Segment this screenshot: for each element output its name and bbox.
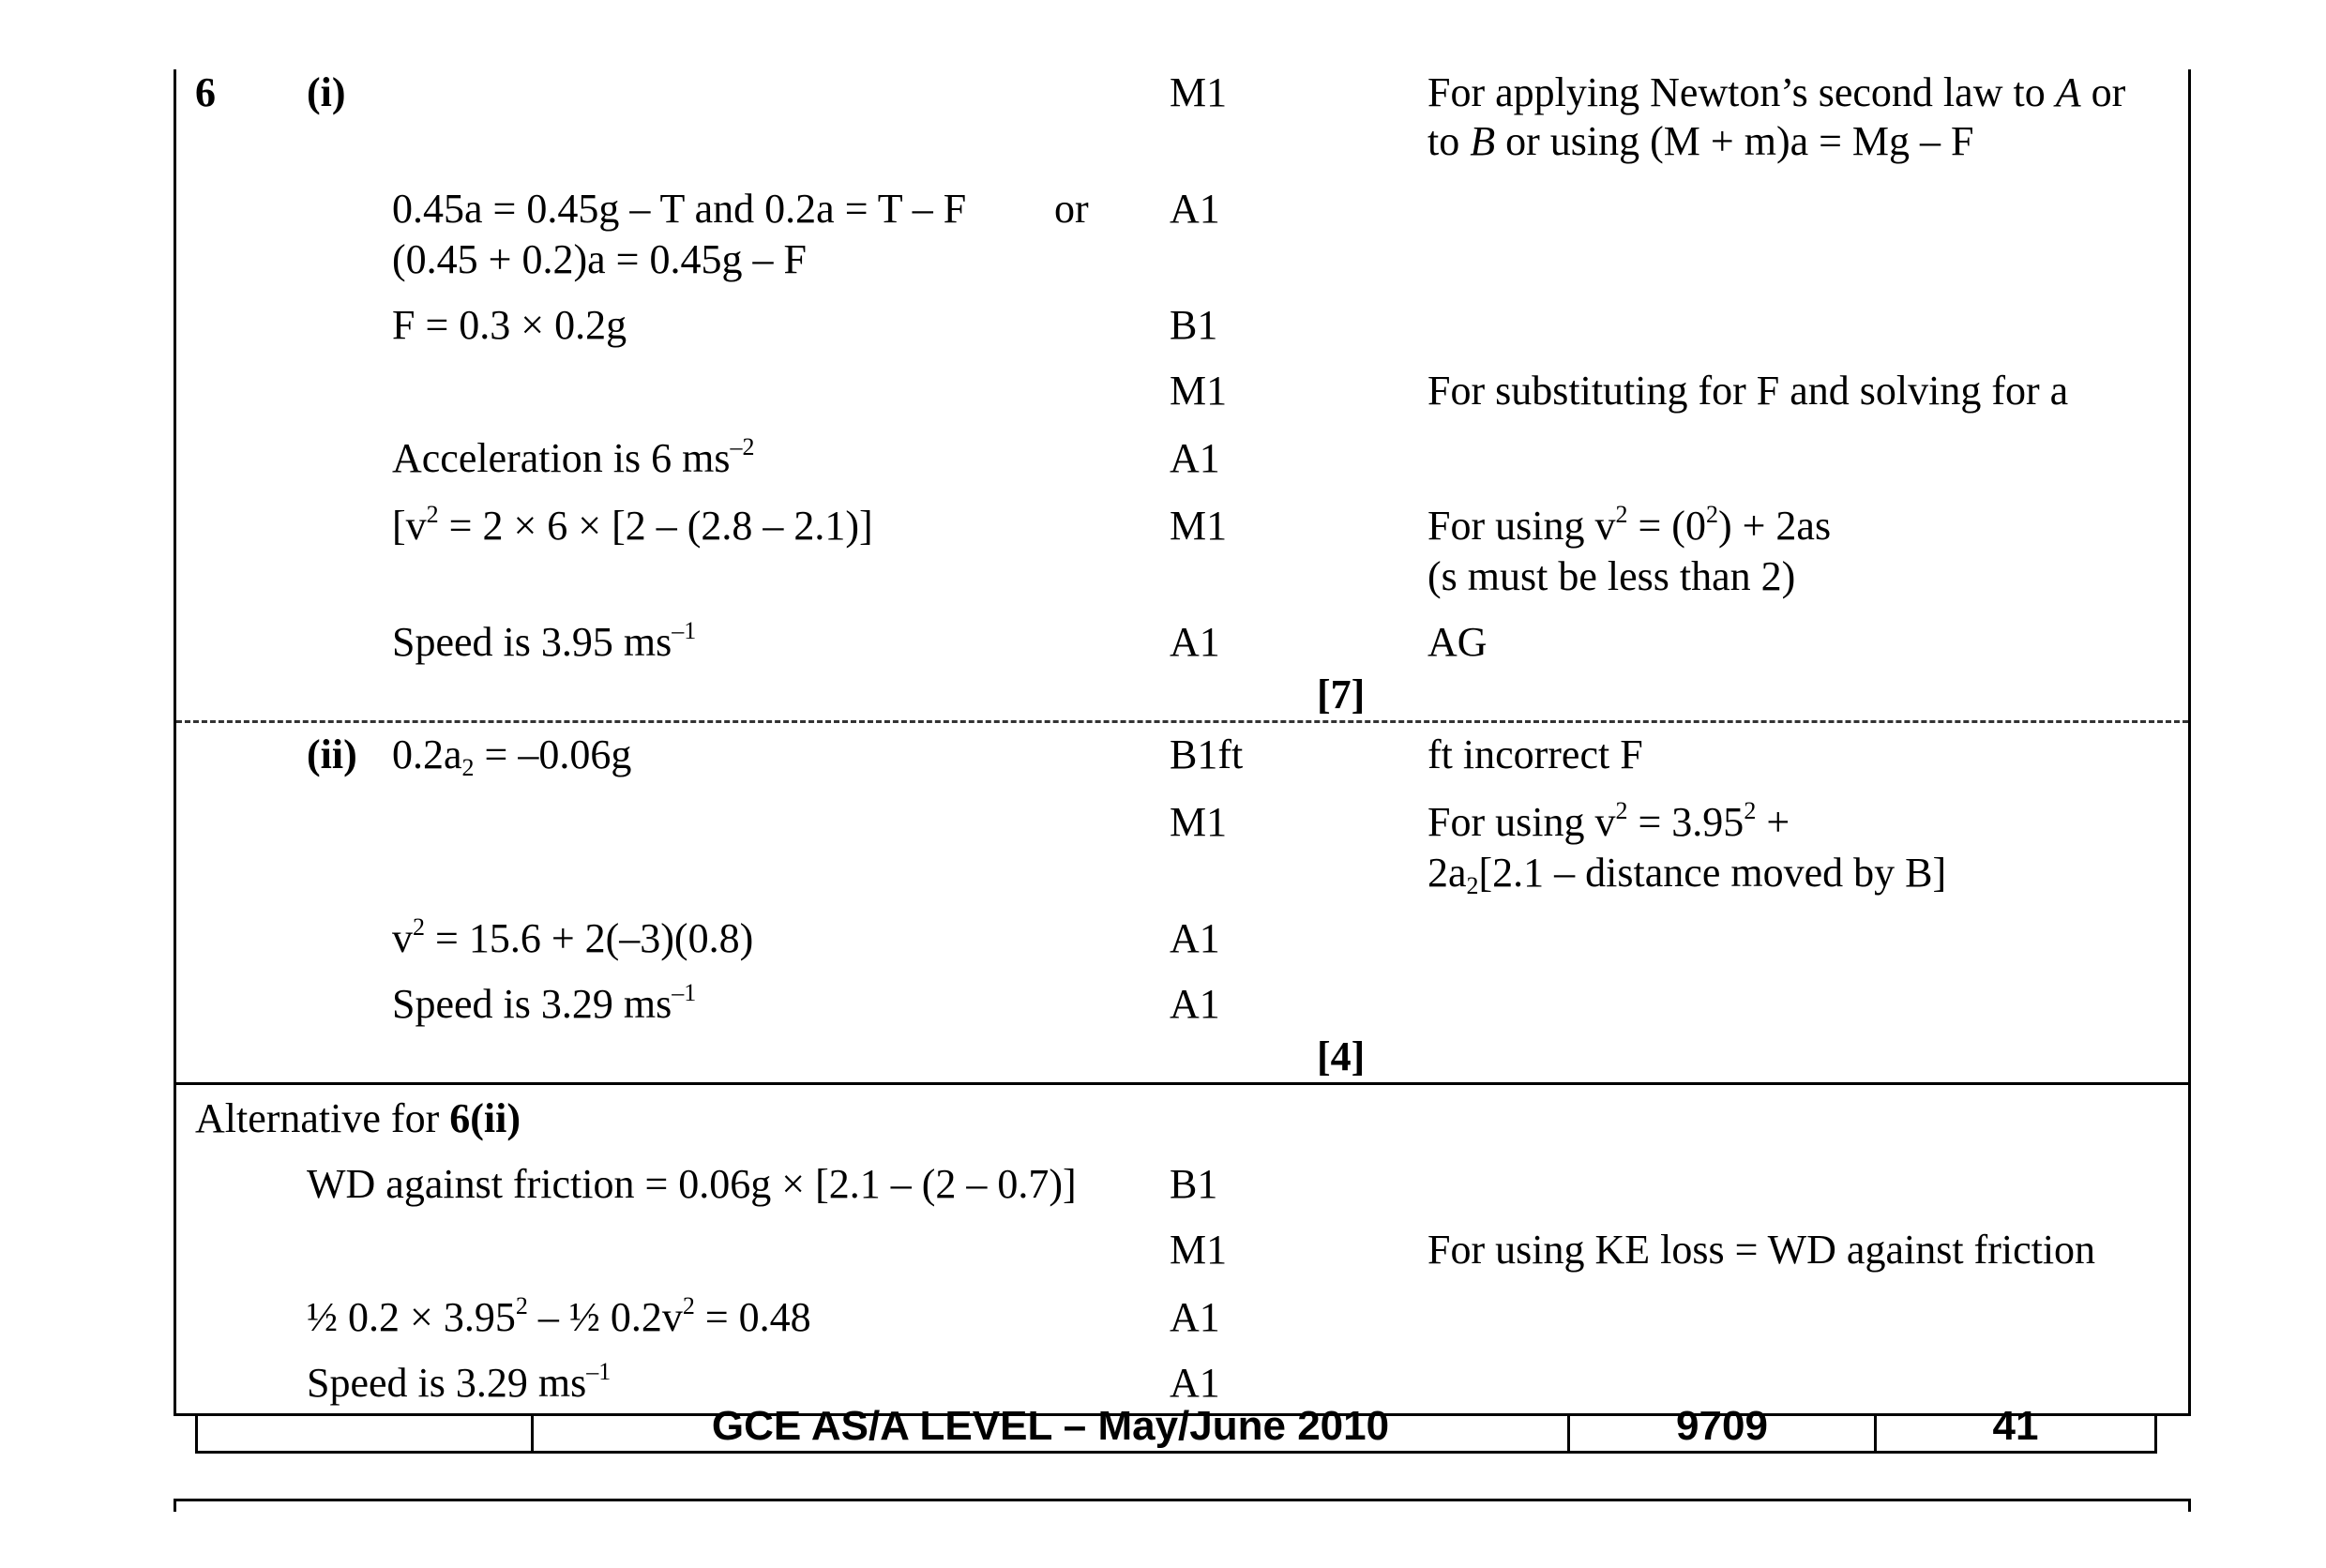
mark-r1: M1 <box>1170 69 1228 115</box>
guidance-r8: ft incorrect F <box>1427 731 1643 777</box>
working-r7: Speed is 3.95 $ms^{-1}$ <box>392 617 697 665</box>
mark-r7: A1 <box>1170 619 1220 665</box>
footer-cell-blank <box>195 1414 534 1454</box>
mark-r4: M1 <box>1170 368 1228 414</box>
next-page-right-tick <box>2188 1499 2191 1512</box>
working-r2-or: or <box>1054 186 1089 232</box>
mark-r5: A1 <box>1170 435 1220 481</box>
working-r8: $0.2a_2 = -0.06g$ <box>392 731 632 781</box>
table-right-border <box>2188 69 2191 1416</box>
guidance-r6-line1: For using $v^2 = (0^2) + 2as$ <box>1427 501 1832 549</box>
guidance-r7: AG <box>1427 619 1488 665</box>
guidance-r4: For substituting for F and solving for a <box>1427 368 2069 414</box>
working-r6: [$v^2 = 2 \times 6 \times [2 - (2.8 - 2.1)]$ <box>392 501 873 549</box>
part-label-ii: (ii) <box>307 731 357 777</box>
mark-r8: B1ft <box>1170 731 1244 777</box>
guidance-r1-line1: For applying Newton’s second law to A or <box>1427 69 2126 115</box>
guidance-r6-line2: (s must be less than 2) <box>1427 553 1796 599</box>
mark-r2: A1 <box>1170 186 1220 232</box>
working-r2-line1: 0.45a = 0.45g – T and 0.2a = T – F <box>392 186 967 232</box>
mark-r3: B1 <box>1170 302 1218 348</box>
alt-working-4: Speed is 3.29 $ms^{-1}$ <box>307 1358 612 1406</box>
alt-guidance-2: For using KE loss = WD against friction <box>1427 1227 2096 1273</box>
row-divider <box>174 1082 2191 1085</box>
next-page-left-tick <box>174 1499 176 1512</box>
alt-mark-3: A1 <box>1170 1294 1220 1340</box>
alternative-heading: Alternative for 6(ii) <box>195 1095 521 1141</box>
alt-working-1: WD against friction = 0.06g × [2.1 – (2 – 0.7)] <box>307 1161 1077 1207</box>
guidance-r9-line2: $2a_2[2.1$ – distance moved by B] <box>1427 850 1947 899</box>
question-number: 6 <box>195 69 216 115</box>
alt-mark-2: M1 <box>1170 1227 1228 1273</box>
guidance-r9-line1: For using $v^2 = 3.95^2$ + <box>1427 797 1790 845</box>
table-left-border <box>174 69 176 1416</box>
part-total-ii: [4] <box>1317 1033 1366 1079</box>
working-r10: $v^2 = 15.6 + 2(-3)(0.8)$ <box>392 913 754 961</box>
alt-mark-1: B1 <box>1170 1161 1218 1207</box>
alt-working-3: ½ $0.2 \times 3.95^2$ – ½ $0.2v^2 = 0.48$ <box>307 1292 811 1340</box>
footer-paper-number: 41 <box>1992 1403 2039 1449</box>
next-page-border <box>174 1499 2191 1501</box>
alt-mark-4: A1 <box>1170 1360 1220 1406</box>
guidance-r1-line2: to B or using (M + m)a = Mg – F <box>1427 118 1974 164</box>
part-total-i: [7] <box>1317 671 1366 717</box>
footer-syllabus-code: 9709 <box>1676 1403 1768 1449</box>
footer-exam-title: GCE AS/A LEVEL – May/June 2010 <box>711 1403 1390 1449</box>
mark-r6: M1 <box>1170 503 1228 549</box>
part-label-i: (i) <box>307 69 346 115</box>
part-divider <box>176 720 2188 723</box>
mark-r9: M1 <box>1170 799 1228 845</box>
mark-r11: A1 <box>1170 981 1220 1027</box>
working-r3: F = 0.3 × 0.2g <box>392 302 627 348</box>
mark-r10: A1 <box>1170 915 1220 961</box>
working-r5: Acceleration is 6 $ms^{-2}$ <box>392 433 755 481</box>
working-r2-line2: (0.45 + 0.2)a = 0.45g – F <box>392 236 807 282</box>
working-r11: Speed is 3.29 $ms^{-1}$ <box>392 979 697 1027</box>
